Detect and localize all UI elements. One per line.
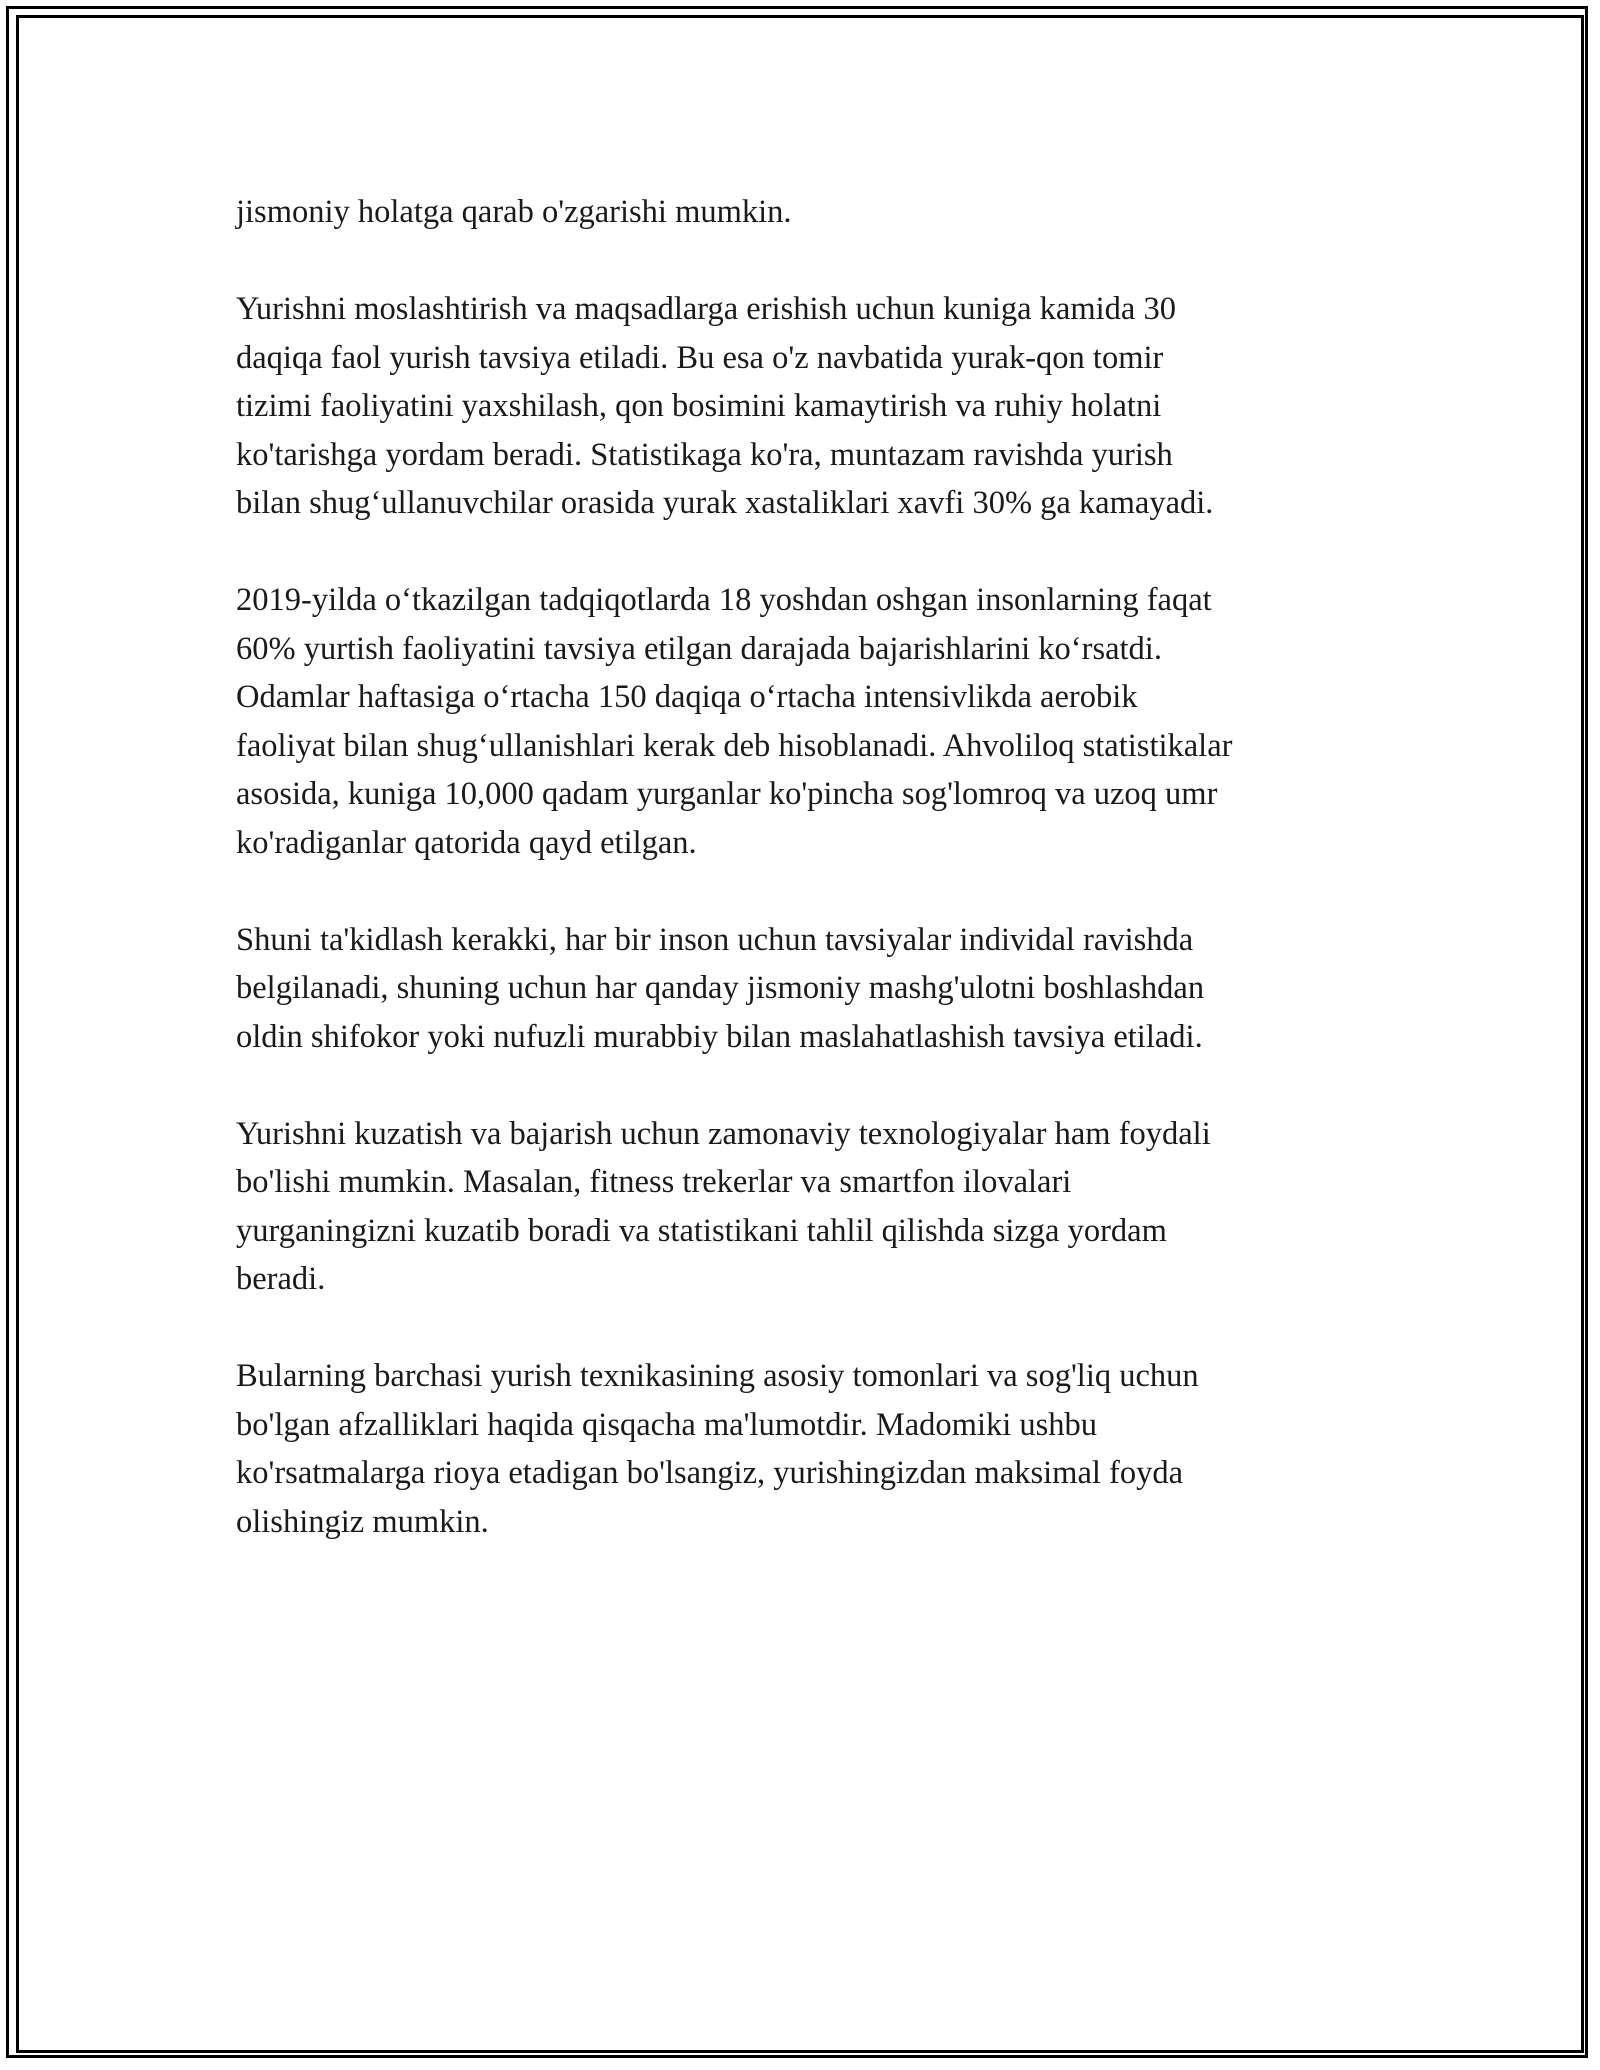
paragraph-1 xyxy=(236,188,1376,237)
text-line: bilan shug‘ullanuvchilar orasida yurak xastaliklari xavfi 30% ga kamayadi. xyxy=(236,485,1214,521)
document-body xyxy=(236,188,1376,1595)
text-line: Shuni ta'kidlash kerakki, har bir inson uchun tavsiyalar individal ravishda xyxy=(236,921,1194,958)
text-line: ko'rsatmalarga rioya etadigan bo'lsangiz, yurishingizdan maksimal foyda xyxy=(236,1455,1184,1491)
paragraph-2 xyxy=(236,285,1376,528)
text-line: beradi. xyxy=(236,1261,326,1297)
text-line: Bularning barchasi yurish texnikasining asosiy tomonlari va sog'liq uchun xyxy=(236,1358,1199,1394)
text-line: bo'lgan afzalliklari haqida qisqacha ma'lumotdir. Madomiki ushbu xyxy=(236,1406,1098,1443)
text-line: olishingiz mumkin. xyxy=(236,1503,489,1540)
text-line: 2019-yilda o‘tkazilgan tadqiqotlarda 18 yoshdan oshgan insonlarning faqat xyxy=(236,582,1212,618)
text-line: oldin shifokor yoki nufuzli murabbiy bilan maslahatlashish tavsiya etiladi. xyxy=(236,1018,1203,1055)
text-line: ko'tarishga yordam beradi. Statistikaga ko'ra, muntazam ravishda yurish xyxy=(236,436,1173,473)
paragraph-5 xyxy=(236,1110,1376,1304)
text-line: Yurishni moslashtirish va maqsadlarga erishish uchun kuniga kamida 30 xyxy=(236,291,1176,327)
text-line: Odamlar haftasiga o‘rtacha 150 daqiqa o‘rtacha intensivlikda aerobik xyxy=(236,679,1138,715)
text-line: ko'radiganlar qatorida qayd etilgan. xyxy=(236,824,697,861)
text-line: faoliyat bilan shug‘ullanishlari kerak deb hisoblanadi. Ahvoliloq statistikalar xyxy=(236,727,1233,764)
text-line: tizimi faoliyatini yaxshilash, qon bosimini kamaytirish va ruhiy holatni xyxy=(236,388,1162,424)
text-line: jismoniy holatga qarab o'zgarishi mumkin. xyxy=(236,194,792,230)
text-line: yurganingizni kuzatib boradi va statistikani tahlil qilishda sizga yordam xyxy=(236,1212,1167,1249)
paragraph-4 xyxy=(236,916,1376,1062)
text-line: 60% yurtish faoliyatini tavsiya etilgan darajada bajarishlarini ko‘rsatdi. xyxy=(236,630,1162,667)
paragraph-3 xyxy=(236,576,1376,867)
text-line: bo'lishi mumkin. Masalan, fitness trekerlar va smartfon ilovalari xyxy=(236,1164,1072,1200)
text-line: belgilanadi, shuning uchun har qanday jismoniy mashg'ulotni boshlashdan xyxy=(236,970,1205,1006)
text-line: daqiqa faol yurish tavsiya etiladi. Bu esa o'z navbatida yurak-qon tomir xyxy=(236,339,1164,376)
text-line: Yurishni kuzatish va bajarish uchun zamonaviy texnologiyalar ham foydali xyxy=(236,1115,1211,1152)
text-line: asosida, kuniga 10,000 qadam yurganlar ko'pincha sog'lomroq va uzoq umr xyxy=(236,776,1218,812)
paragraph-6 xyxy=(236,1352,1376,1546)
